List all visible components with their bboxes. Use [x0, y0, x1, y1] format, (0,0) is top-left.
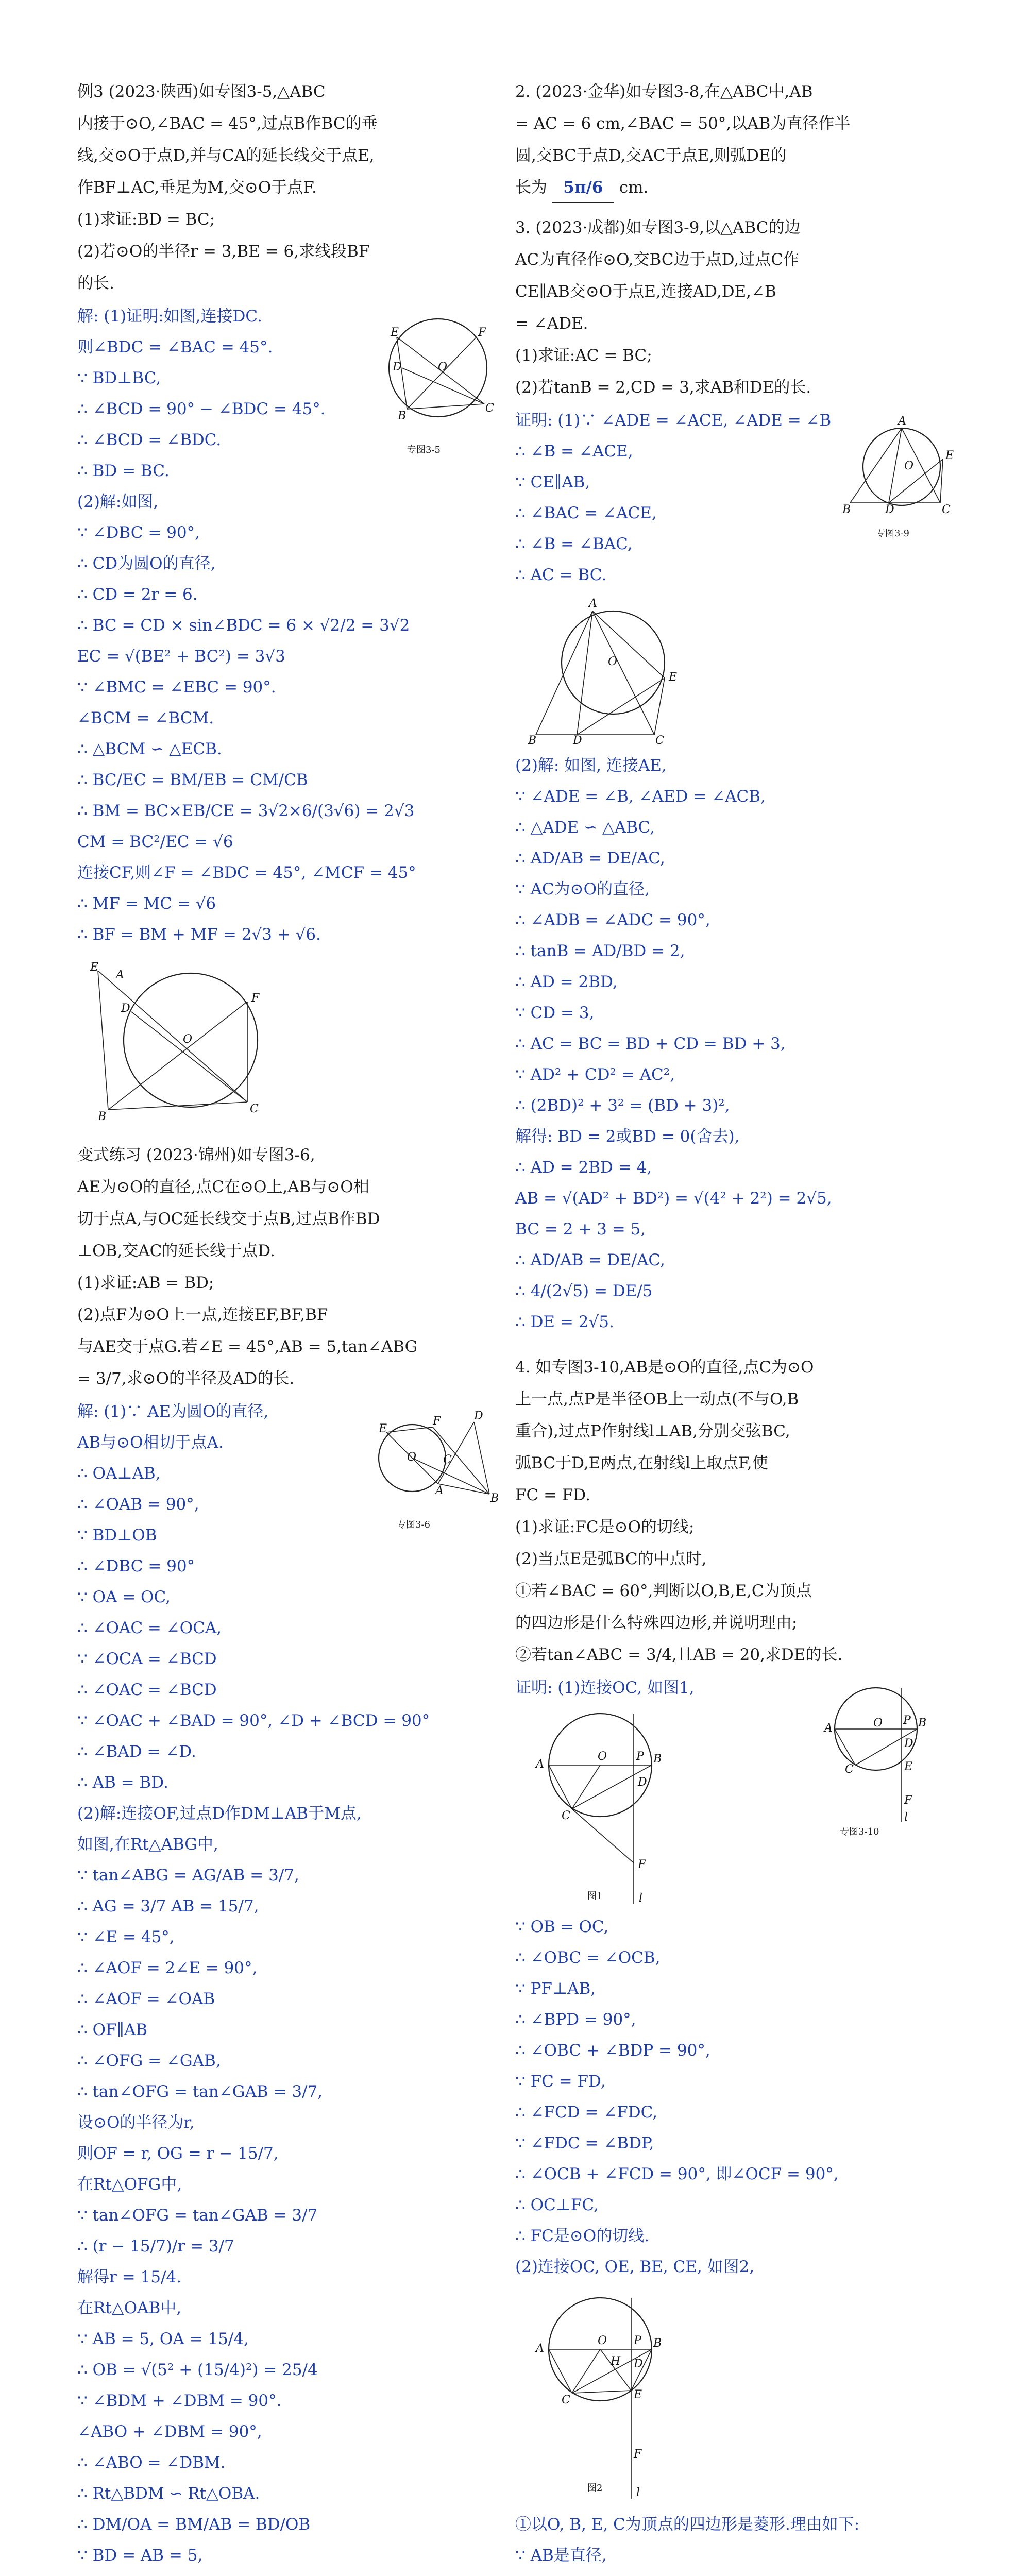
label-f: F	[638, 1858, 646, 1871]
solution-line: 解: (1)∵ AE为圆O的直径,	[77, 1402, 269, 1421]
solution-line: ∴ AD/AB = DE/AC,	[515, 849, 665, 868]
figure-2	[515, 2287, 685, 2504]
label-d: D	[393, 361, 402, 374]
figure-caption: 图2	[587, 2483, 603, 2494]
right-column	[515, 77, 969, 2576]
question-line: 作BF⊥AC,垂足为M,交⊙O于点F.	[77, 178, 317, 197]
solution-line: ∵ BD = AB = 5,	[77, 2546, 203, 2565]
figure-caption: 专图3-5	[407, 445, 441, 455]
solution-line: ∵ PF⊥AB,	[515, 1979, 596, 1998]
line-oc	[572, 2349, 600, 2393]
question-line: ②若tan∠ABC = 3/4,且AB = 20,求DE的长.	[515, 1646, 843, 1664]
label-d: D	[121, 1002, 130, 1015]
label-p: P	[636, 1750, 644, 1763]
solution-line: ∵ OA = OC,	[77, 1588, 171, 1606]
label-c: C	[655, 734, 664, 747]
label-d: D	[474, 1410, 483, 1422]
solution-line: ∴ 4/(2√5) = DE/5	[515, 1282, 653, 1300]
solution-line: ∴ △BCM ∽ △ECB.	[77, 740, 222, 758]
question-line: 与AE交于点G.若∠E = 45°,AB = 5,tan∠ABG	[77, 1337, 418, 1356]
q4-solution-block-1	[515, 1672, 969, 1911]
line	[108, 1002, 247, 1110]
solution-line: (2)解:连接OF,过点D作DM⊥AB于M点,	[77, 1804, 362, 1823]
label-a: A	[536, 2342, 544, 2355]
label-e: E	[391, 326, 399, 339]
solution-line: ∴ ∠BAD = ∠D.	[77, 1742, 196, 1761]
solution-line: ∴ DE = 2√5.	[515, 1313, 614, 1331]
solution-line: ∴ AD/AB = DE/AC,	[515, 1251, 665, 1269]
label-a: A	[589, 597, 597, 610]
solution-line: ∴ ∠BCD = 90° − ∠BDC = 45°.	[77, 400, 326, 418]
question-line: (2)当点E是弧BC的中点时,	[515, 1550, 707, 1568]
label-o: O	[904, 460, 914, 472]
solution-line: 则OF = r, OG = r − 15/7,	[77, 2144, 279, 2163]
solution-line: ∴ ∠OAB = 90°,	[77, 1495, 199, 1514]
solution-line: 连接CF,则∠F = ∠BDC = 45°, ∠MCF = 45°	[77, 863, 416, 882]
solution-line: 则∠BDC = ∠BAC = 45°.	[77, 338, 273, 357]
label-d: D	[634, 2358, 643, 2370]
label-b: B	[918, 1717, 927, 1730]
label-b: B	[398, 410, 407, 422]
line-ad	[577, 611, 592, 735]
question-line: 内接于⊙O,∠BAC = 45°,过点B作BC的垂	[77, 114, 378, 133]
question-line: (2)点F为⊙O上一点,连接EF,BF,BF	[77, 1306, 328, 1324]
solution-line: ∴ Rt△BDM ∽ Rt△OBA.	[77, 2484, 260, 2503]
solution-line: ∴ ∠ADB = ∠ADC = 90°,	[515, 911, 710, 929]
solution-line: 解得: BD = 2或BD = 0(舍去),	[515, 1127, 740, 1146]
solution-line: ∵ CD = 3,	[515, 1004, 595, 1022]
label-b: B	[653, 2337, 662, 2350]
label-a: A	[898, 415, 906, 428]
solution-line: 证明: (1)连接OC, 如图1,	[515, 1679, 695, 1697]
label-a: A	[824, 1722, 833, 1735]
solution-line: AB与⊙O相切于点A.	[77, 1433, 224, 1452]
question-line: AC为直径作⊙O,交BC边于点D,过点C作	[515, 250, 799, 269]
solution-line: ∵ OB = OC,	[515, 1918, 609, 1936]
solution-line: ∴ AB = BD.	[77, 1773, 168, 1792]
solution-line: ∴ BD = BC.	[77, 462, 170, 480]
solution-line: ∴ ∠ABO = ∠DBM.	[77, 2453, 226, 2472]
question-line: 切于点A,与OC延长线交于点B,过点B作BD	[77, 1210, 380, 1228]
question-line: 3. (2023·成都)如专图3-9,以△ABC的边	[515, 218, 801, 237]
figure-caption: 专图3-6	[397, 1519, 430, 1530]
solution-line: ∴ DM/OA = BM/AB = BD/OB	[77, 2515, 311, 2534]
label-l: l	[639, 1892, 643, 1905]
solution-line: ∴ ∠BAC = ∠ACE,	[515, 504, 657, 522]
line	[98, 971, 247, 1102]
solution-line: ∵ ∠BDM + ∠DBM = 90°.	[77, 2392, 282, 2410]
label-a: A	[536, 1758, 544, 1771]
solution-line: (2)连接OC, OE, BE, CE, 如图2,	[515, 2258, 755, 2276]
solution-line: ∴ BM = BC×EB/CE = 3√2×6/(3√6) = 2√3	[77, 802, 415, 820]
line-ae	[592, 611, 665, 678]
label-f: F	[251, 992, 260, 1005]
figure-3-9-solution	[515, 596, 701, 745]
label-b: B	[653, 1753, 662, 1766]
question-line: (1)求证:AB = BD;	[77, 1274, 214, 1292]
unit: cm.	[619, 178, 649, 197]
solution-line: ∴ ∠AOF = 2∠E = 90°,	[77, 1959, 258, 1977]
figure-3-5-solution	[77, 955, 294, 1125]
label-a: A	[116, 969, 124, 981]
solution-line: ∵ ∠OAC + ∠BAD = 90°, ∠D + ∠BCD = 90°	[77, 1711, 430, 1730]
q3-solution	[515, 405, 835, 590]
label-p: P	[903, 1714, 911, 1727]
question-line	[515, 173, 969, 203]
label-f: F	[904, 1794, 912, 1807]
q3-solution-block	[515, 405, 969, 590]
solution-line: 解得r = 15/4.	[77, 2268, 181, 2286]
label-c: C	[562, 2394, 570, 2406]
question-line: 2. (2023·金华)如专图3-8,在△ABC中,AB	[515, 82, 813, 101]
solution-line: ∴ ∠OAC = ∠BCD	[77, 1681, 217, 1699]
solution-line: ∵ tan∠ABG = AG/AB = 3/7,	[77, 1866, 299, 1885]
label-o: O	[598, 1750, 607, 1763]
solution-line: ∵ AC为⊙O的直径,	[515, 880, 650, 899]
label-b: B	[490, 1492, 499, 1505]
label-b: B	[842, 503, 851, 516]
label-b: B	[528, 734, 537, 747]
solution-line	[77, 2571, 495, 2576]
label-c: C	[942, 503, 951, 516]
label-b: B	[98, 1110, 107, 1123]
example-3-solution	[77, 301, 361, 517]
label-o: O	[598, 2334, 607, 2347]
label-d: D	[885, 503, 894, 516]
solution-line: ∴ OA⊥AB,	[77, 1464, 161, 1483]
question-line: 变式练习 (2023·锦州)如专图3-6,	[77, 1146, 315, 1164]
solution-line: ∴ BC/EC = BM/EB = CM/CB	[77, 771, 308, 789]
line	[108, 1102, 247, 1110]
question-line: 上一点,点P是半径OB上一动点(不与O,B	[515, 1390, 799, 1409]
question-line: 例3 (2023·陕西)如专图3-5,△ABC	[77, 82, 326, 101]
solution-line: ∴ AC = BC.	[515, 566, 607, 584]
solution-line: ∴ (r − 15/7)/r = 3/7	[77, 2237, 234, 2256]
question-2	[515, 77, 969, 203]
solution-line: AB = √(AD² + BD²) = √(4² + 2²) = 2√5,	[515, 1189, 832, 1208]
example-3-question	[77, 77, 495, 298]
solution-line: CM = BC²/EC = √6	[77, 833, 233, 851]
solution-line: ∴ MF = MC = √6	[77, 894, 216, 913]
line-ce	[654, 678, 665, 735]
solution-line: ∴ OF∥AB	[77, 2021, 147, 2039]
solution-line: BC = 2 + 3 = 5,	[515, 1220, 646, 1239]
solution-line: ∵ CE∥AB,	[515, 473, 590, 492]
solution-line: ∴ AD = 2BD = 4,	[515, 1158, 652, 1177]
question-line: (1)求证:FC是⊙O的切线;	[515, 1518, 695, 1536]
line-de	[577, 678, 665, 735]
question-line: 圆,交BC于点D,交AC于点E,则弧DE的	[515, 146, 787, 165]
solution-line: ∴ tan∠OFG = tan∠GAB = 3/7,	[77, 2082, 323, 2101]
line	[131, 1012, 247, 1102]
solution-line: ∵ FC = FD,	[515, 2072, 606, 2091]
question-line: 4. 如专图3-10,AB是⊙O的直径,点C为⊙O	[515, 1358, 814, 1377]
solution-line: ∴ AG = 3/7 AB = 15/7,	[77, 1897, 259, 1916]
label-f: F	[478, 326, 486, 339]
question-line: 重合),过点P作射线l⊥AB,分别交弦BC,	[515, 1422, 790, 1440]
figure-1	[515, 1703, 685, 1909]
question-line: FC = FD.	[515, 1486, 591, 1504]
solution-line: 如图,在Rt△ABG中,	[77, 1835, 218, 1854]
solution-line: ∴ ∠OCB + ∠FCD = 90°, 即∠OCF = 90°,	[515, 2165, 839, 2183]
solution-line: ∴ OC⊥FC,	[515, 2196, 599, 2214]
label-e: E	[669, 671, 678, 684]
question-line: 的长.	[77, 274, 114, 293]
label-c: C	[562, 1809, 570, 1822]
line-ba	[850, 428, 902, 503]
line-ac	[549, 1765, 572, 1809]
solution-line: ①以O, B, E, C为顶点的四边形是菱形.理由如下:	[515, 2515, 860, 2534]
variant-solution	[77, 1396, 361, 1613]
label-l: l	[904, 1811, 908, 1824]
variant-question	[77, 1141, 495, 1393]
solution-line: ∵ tan∠OFG = tan∠GAB = 3/7	[77, 2206, 318, 2225]
question-4	[515, 1353, 969, 1669]
question-line: = AC = 6 cm,∠BAC = 50°,以AB为直径作半	[515, 114, 851, 133]
example-3-solution-block	[77, 301, 495, 517]
line	[98, 971, 108, 1110]
solution-line: ∠ABO + ∠DBM = 90°,	[77, 2422, 262, 2441]
line-ac	[549, 2349, 572, 2393]
label-c: C	[250, 1103, 259, 1115]
solution-line: ∴ ∠FCD = ∠FDC,	[515, 2103, 658, 2122]
label-e: E	[904, 1760, 913, 1773]
label-c: C	[443, 1453, 452, 1466]
solution-line: 证明: (1)∵ ∠ADE = ∠ACE, ∠ADE = ∠B	[515, 411, 832, 430]
label-d: D	[638, 1776, 647, 1789]
question-line: (2)若⊙O的半径r = 3,BE = 6,求线段BF	[77, 242, 370, 261]
variant-solution-block	[77, 1396, 499, 1613]
solution-line: ∴ ∠B = ∠BAC,	[515, 535, 633, 553]
solution-line: ∴ CD为圆O的直径,	[77, 554, 216, 573]
question-line: (2)若tanB = 2,CD = 3,求AB和DE的长.	[515, 378, 811, 397]
label-a: A	[435, 1484, 444, 1497]
label-e: E	[945, 449, 954, 462]
label-o: O	[438, 361, 448, 374]
solution-line: ∵ ∠OCA = ∠BCD	[77, 1650, 217, 1668]
label-f: F	[433, 1415, 441, 1428]
answer-blank: 5π/6	[552, 173, 614, 203]
solution-line: 设⊙O的半径为r,	[77, 2113, 195, 2132]
label-f: F	[634, 2448, 642, 2461]
solution-line: ∴ ∠OBC + ∠BDP = 90°,	[515, 2041, 710, 2060]
question-line: 线,交⊙O于点D,并与CA的延长线交于点E,	[77, 146, 375, 165]
question-line: ①若∠BAC = 60°,判断以O,B,E,C为顶点	[515, 1582, 812, 1600]
question-line: 的四边形是什么特殊四边形,并说明理由;	[515, 1614, 798, 1632]
solution-line: ∵ BD⊥BC,	[77, 369, 161, 387]
solution-line: ∴ ∠B = ∠ACE,	[515, 442, 633, 461]
label-e: E	[90, 961, 99, 974]
solution-line	[515, 2571, 969, 2576]
solution-line: ∴ ∠OFG = ∠GAB,	[77, 2052, 221, 2070]
label-h: H	[611, 2355, 621, 2368]
solution-line: ∵ ∠ADE = ∠B, ∠AED = ∠ACB,	[515, 787, 766, 806]
question-line: ⊥OB,交AC的延长线于点D.	[77, 1242, 275, 1260]
solution-line: ∵ ∠DBC = 90°,	[77, 523, 200, 542]
question-line: AE为⊙O的直径,点C在⊙O上,AB与⊙O相	[77, 1178, 369, 1196]
figure-3-9	[840, 410, 963, 544]
question-text: 长为	[515, 178, 547, 197]
solution-line: 在Rt△OAB中,	[77, 2299, 182, 2317]
solution-line: ∴ AC = BC = BD + CD = BD + 3,	[515, 1035, 786, 1053]
solution-line: ∴ CD = 2r = 6.	[77, 585, 198, 604]
solution-line: ∴ ∠DBC = 90°	[77, 1557, 195, 1575]
line-ad	[889, 428, 902, 503]
solution-line: ∴ ∠OAC = ∠OCA,	[77, 1619, 222, 1637]
question-line: 弧BC于D,E两点,在射线l上取点F,使	[515, 1454, 768, 1472]
figure-3-6	[366, 1401, 499, 1535]
solution-line: ∴ ∠BPD = 90°,	[515, 2010, 636, 2029]
figure-3-10	[809, 1677, 953, 1842]
solution-line: ∵ AD² + CD² = AC²,	[515, 1065, 675, 1084]
left-column	[77, 77, 499, 2576]
solution-line: ∴ △ADE ∽ △ABC,	[515, 818, 655, 837]
solution-line: ∴ OB = √(5² + (15/4)²) = 25/4	[77, 2361, 318, 2379]
line-ac	[835, 1729, 855, 1765]
figure-caption: 专图3-9	[876, 528, 909, 539]
solution-line: ∴ AD = 2BD,	[515, 973, 618, 991]
solution-line: ∴ tanB = AD/BD = 2,	[515, 942, 685, 960]
question-3	[515, 213, 969, 402]
solution-line: ∴ BF = BM + MF = 2√3 + √6.	[77, 925, 321, 944]
question-line: = 3/7,求⊙O的半径及AD的长.	[77, 1369, 295, 1388]
question-line: = ∠ADE.	[515, 314, 588, 333]
solution-line: ∠BCM = ∠BCM.	[77, 709, 214, 727]
solution-line: ∵ ∠FDC = ∠BDP,	[515, 2134, 654, 2153]
solution-line: ∵ BD⊥OB	[77, 1526, 157, 1545]
label-o: O	[183, 1033, 193, 1046]
solution-line: ∴ (2BD)² + 3² = (BD + 3)²,	[515, 1096, 730, 1115]
line-oc	[572, 1765, 600, 1809]
question-line: (1)求证:AC = BC;	[515, 346, 652, 365]
label-c: C	[485, 402, 494, 415]
line-ad	[438, 1422, 474, 1484]
q4-solution-part-1	[515, 1672, 804, 1911]
solution-line: ∵ ∠E = 45°,	[77, 1928, 175, 1946]
solution-line: (2)解: 如图, 连接AE,	[515, 756, 667, 775]
label-l: l	[636, 2486, 640, 2499]
label-c: C	[845, 1763, 854, 1776]
label-p: P	[634, 2334, 641, 2347]
solution-line: ∴ BC = CD × sin∠BDC = 6 × √2/2 = 3√2	[77, 616, 410, 635]
figure-3-5	[366, 306, 495, 461]
solution-line: 在Rt△OFG中,	[77, 2175, 182, 2194]
solution-line: ∴ ∠OBC = ∠OCB,	[515, 1948, 661, 1967]
question-line: CE∥AB交⊙O于点E,连接AD,DE,∠B	[515, 282, 776, 301]
solution-line: ∵ AB = 5, OA = 15/4,	[77, 2330, 249, 2348]
label-o: O	[608, 655, 618, 668]
label-e: E	[634, 2388, 642, 2401]
label-o: O	[873, 1717, 883, 1730]
solution-line: ∵ AB是直径,	[515, 2546, 607, 2565]
solution-line: ∴ ∠BCD = ∠BDC.	[77, 431, 222, 449]
solution-line: ∴ ∠AOF = ∠OAB	[77, 1990, 215, 2008]
label-e: E	[379, 1422, 387, 1435]
line-ce	[572, 2391, 631, 2393]
solution-line: 解: (1)证明:如图,连接DC.	[77, 307, 262, 326]
line-de	[889, 459, 943, 503]
label-o: O	[407, 1451, 417, 1464]
figure-caption: 专图3-10	[840, 1826, 879, 1837]
line-ac	[592, 611, 654, 735]
label-d: D	[904, 1737, 913, 1750]
solution-line: (2)解:如图,	[77, 493, 159, 511]
solution-line: ∴ FC是⊙O的切线.	[515, 2227, 650, 2245]
label-d: D	[573, 734, 582, 747]
solution-line: EC = √(BE² + BC²) = 3√3	[77, 647, 285, 666]
line-bc	[407, 404, 484, 409]
figure-caption: 图1	[587, 1891, 603, 1902]
question-line: (1)求证:BD = BC;	[77, 210, 215, 229]
solution-line: ∵ ∠BMC = ∠EBC = 90°.	[77, 678, 276, 697]
line-ba	[536, 611, 592, 735]
line-bd	[474, 1422, 489, 1494]
